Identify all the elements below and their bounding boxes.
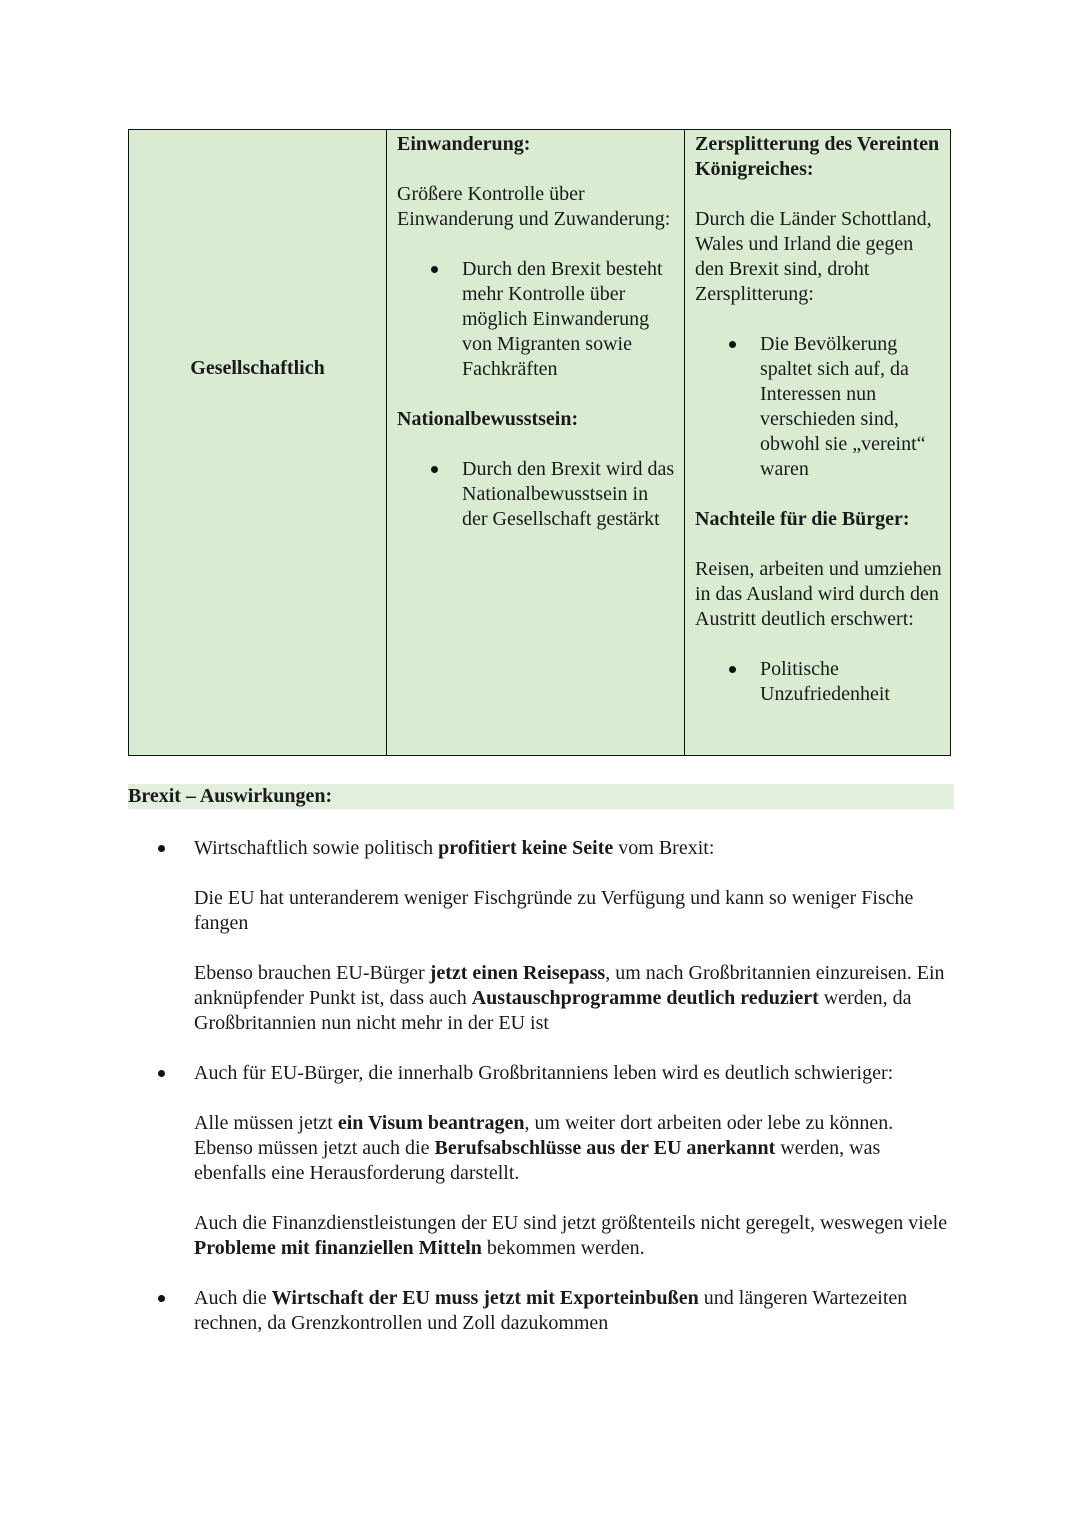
fragmentation-cell (685, 130, 950, 755)
fragmentation-text: Durch die Länder Schottland, Wales und Irland die gegen den Brexit sind, droht Zersplitterung: (695, 208, 932, 305)
bullet-2-lead: Auch für EU-Bürger, die innerhalb Großbritanniens leben wird es deutlich schwieriger: (194, 1062, 894, 1084)
row-label-cell (129, 130, 387, 755)
list-item: Durch den Brexit wird das Nationalbewusstsein in der Gesellschaft gestärkt (397, 457, 676, 532)
bullet-1-fishing: Die EU hat unteranderem weniger Fischgründe zu Verfügung und kann so weniger Fische fangen (194, 887, 914, 934)
effects-table (128, 129, 951, 756)
bullet-2-finance: Auch die Finanzdienstleistungen der EU sind jetzt größtenteils nicht geregelt, weswegen viele Probleme mit finanziellen Mitteln bekommen werden. (194, 1212, 948, 1259)
list-item: Die Bevölkerung spaltet sich auf, da Interessen nun verschieden sind, obwohl sie „vereint“ waren (695, 332, 942, 482)
bullet-1-lead: Wirtschaftlich sowie politisch profitiert keine Seite vom Brexit: (194, 837, 715, 859)
immigration-list (397, 257, 676, 382)
effects-list (194, 836, 954, 1336)
citizen-disadvantages-heading: Nachteile für die Bürger: (695, 508, 910, 530)
list-item (194, 1061, 954, 1286)
immigration-cell (387, 130, 685, 755)
fragmentation-heading: Zersplitterung des Vereinten Königreiches: (695, 133, 940, 180)
list-item (194, 1286, 954, 1336)
list-item: Politische Unzufriedenheit (695, 657, 942, 707)
section-heading: Brexit – Auswirkungen: (128, 784, 954, 809)
national-consciousness-heading: Nationalbewusstsein: (397, 408, 579, 430)
row-label: Gesellschaftlich (190, 357, 325, 379)
bullet-3-lead: Auch die Wirtschaft der EU muss jetzt mit Exporteinbußen und längeren Wartezeiten rechnen, da Grenzkontrollen und Zoll dazukommen (194, 1287, 908, 1334)
immigration-heading: Einwanderung: (397, 133, 531, 155)
list-item: Durch den Brexit besteht mehr Kontrolle über möglich Einwanderung von Migranten sowie Fachkräften (397, 257, 676, 382)
list-item (194, 836, 954, 1061)
immigration-text: Größere Kontrolle über Einwanderung und Zuwanderung: (397, 183, 671, 230)
citizen-disadvantages-list (695, 657, 942, 707)
bullet-1-passport: Ebenso brauchen EU-Bürger jetzt einen Reisepass, um nach Großbritannien einzureisen. Ein anknüpfender Punkt ist, dass auch Austauschprogramme deutlich reduziert werden, da Großbritannien nun nicht mehr in der EU ist (194, 962, 945, 1034)
bullet-2-visa: Alle müssen jetzt ein Visum beantragen, um weiter dort arbeiten oder lebe zu können. Ebenso müssen jetzt auch die Berufsabschlüsse aus der EU anerkannt werden, was ebenfalls eine Herausforderung darstellt. (194, 1112, 894, 1184)
fragmentation-list (695, 332, 942, 482)
citizen-disadvantages-text: Reisen, arbeiten und umziehen in das Ausland wird durch den Austritt deutlich erschwert: (695, 558, 942, 630)
national-consciousness-list (397, 457, 676, 532)
